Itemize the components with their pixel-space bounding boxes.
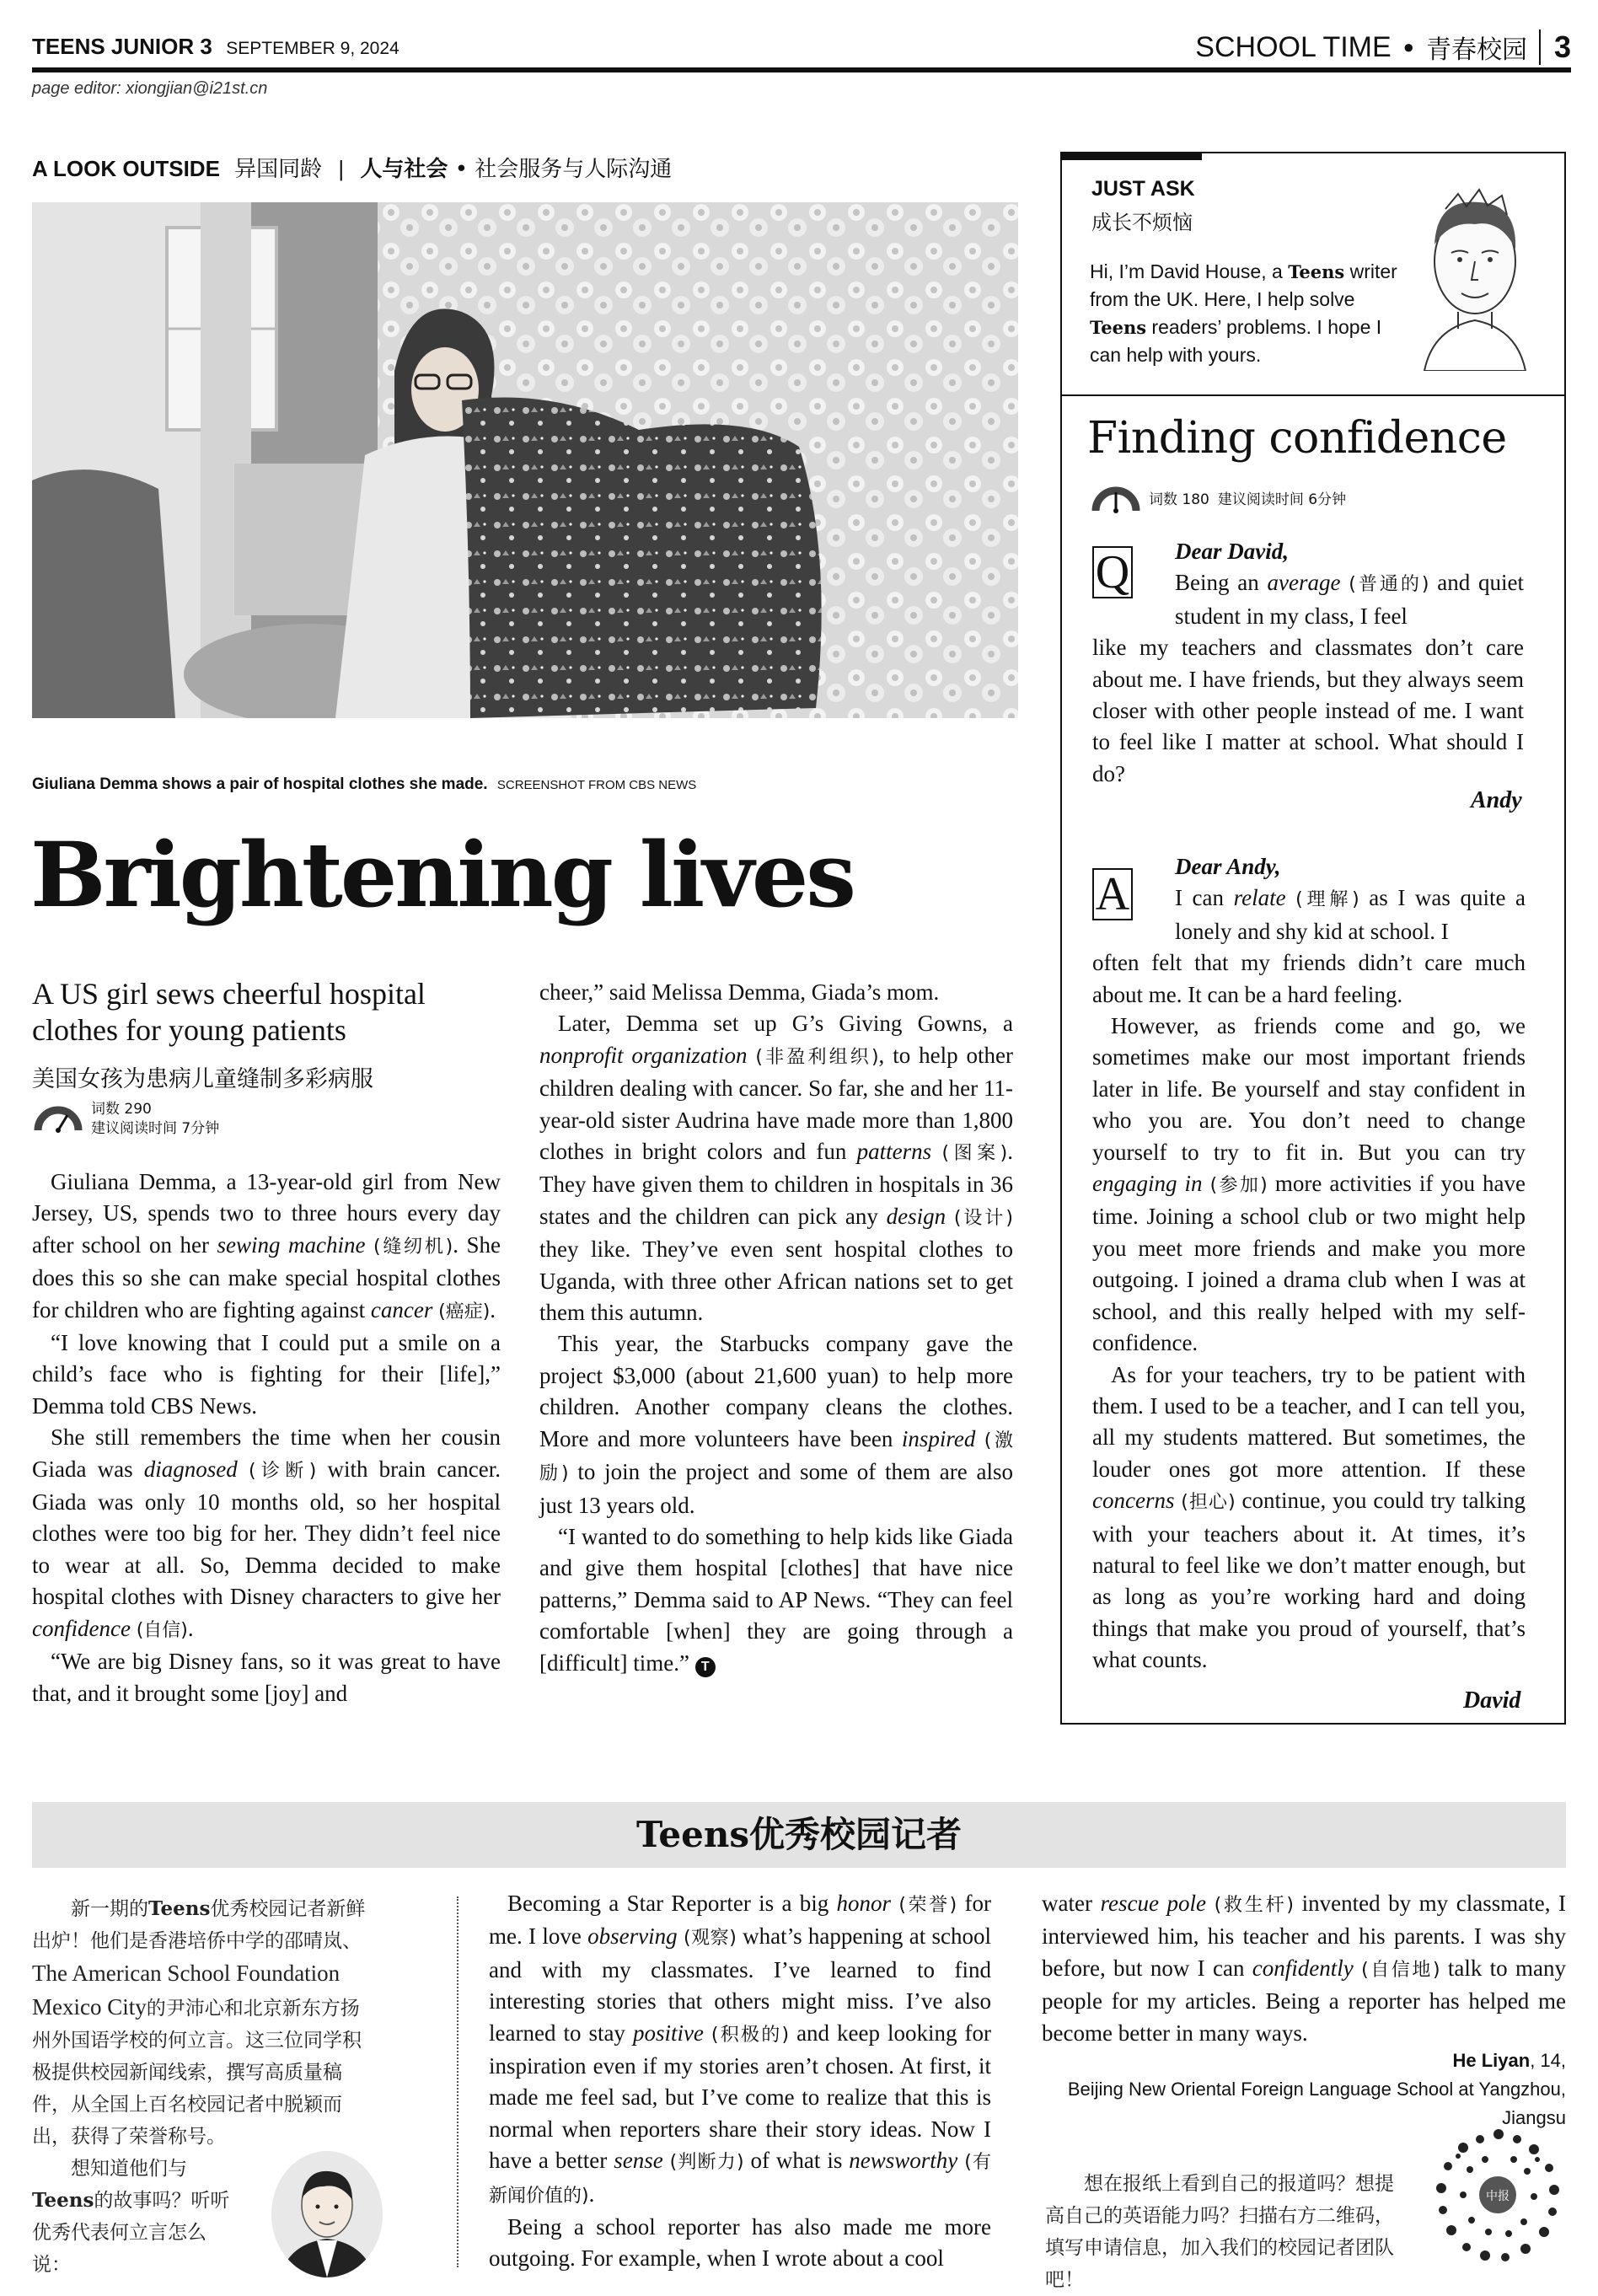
answer-letter: A bbox=[1092, 868, 1133, 920]
end-mark-icon: T bbox=[695, 1657, 716, 1677]
paragraph: often felt that my friends didn’t care much about me. It can be a hard feeling. bbox=[1092, 950, 1526, 1007]
paragraph: 新一期的Teens优秀校园记者新鲜出炉！他们是香港培侨中学的邵晴岚、The American School Foundation Mexico City的尹沛心和北京新东方扬州外国语学校的何立言。这三位同学积极提供校园新闻线索，撰写高质量稿件，从全国上百名校园记者中脱颖而出，获得了荣誉称号。 bbox=[32, 1897, 366, 2148]
bio-text: writer from the UK. Here, I help solve bbox=[1090, 260, 1397, 310]
reporter-photo bbox=[271, 2151, 383, 2277]
brand-name: Teens bbox=[1288, 261, 1345, 282]
read-time: 建议阅读时间 6分钟 bbox=[1217, 491, 1347, 508]
masthead-left bbox=[32, 34, 400, 60]
paragraph: “I wanted to do something to help kids like Giada and give them hospital [clothes] that have nice patterns,” Demma said to AP News. “They can feel comfortable [when] they are going through a [difficult] time.” T bbox=[539, 1523, 1013, 1676]
reporter-name: He Liyan bbox=[1452, 2050, 1531, 2071]
photo-caption bbox=[32, 775, 696, 794]
paragraph: Being an average (普通的) and quiet student in my class, I feel bbox=[1175, 570, 1524, 629]
reporter-school: Beijing New Oriental Foreign Language School at Yangzhou, Jiangsu bbox=[1067, 2079, 1566, 2128]
publication-name: TEENS JUNIOR 3 bbox=[32, 34, 212, 59]
reporter-age: , 14, bbox=[1530, 2050, 1566, 2071]
article-photo bbox=[32, 202, 1018, 718]
paragraph: Later, Demma set up G’s Giving Gowns, a nonprofit organization (非盈利组织), to help other children dealing with cancer. So far, she and her 11-year-old sister Audrina have made more than 1,800 clothes in bright colors and fun patterns (图案). They have given them to children in hospitals in 36 states and the children can pick any design (设计) they like. They’ve even sent hospital clothes to Uganda, with three other African nations set to get them this autumn. bbox=[539, 1011, 1014, 1326]
paragraph: 想知道他们与Teens的故事吗？听听优秀代表何立言怎么说： bbox=[32, 2158, 230, 2276]
topic-label: 人与社会 bbox=[360, 157, 448, 182]
paragraph: water rescue pole (救生杆) invented by my classmate, I interviewed him, his teacher and his parents. I was shy before, but now I can confidently (自信地) talk to many people for my articles. Being a reporter has helped me become better in many ways. bbox=[1042, 1891, 1567, 2046]
section-header bbox=[32, 152, 672, 183]
paragraph: like my teachers and classmates don’t care about me. I have friends, but they always seem closer with other people instead of me. I want to feel like I matter at school. What should I do? bbox=[1092, 635, 1524, 786]
paragraph: As for your teachers, try to be patient with them. I used to be a teacher, and I can tell you, all my students mattered. But sometimes, the louder ones got more attention. If these concerns (担心) continue, you could try talking with your teachers about it. At times, it’s natural to feel like we don’t matter enough, but as long as you’re working hard and doing things that make you proud of yourself, that’s what counts. bbox=[1092, 1361, 1526, 1673]
photo-credit: SCREENSHOT FROM CBS NEWS bbox=[496, 778, 697, 792]
paragraph: cheer,” said Melissa Demma, Giada’s mom. bbox=[539, 979, 940, 1005]
topic-sublabel: • 社会服务与人际沟通 bbox=[448, 157, 673, 182]
question-text bbox=[1092, 536, 1524, 790]
bio-text: readers’ problems. I hope I can help with yours. bbox=[1090, 316, 1382, 366]
brand-name: Teens bbox=[1090, 317, 1147, 338]
article-deck: A US girl sews cheerful hospital clothes for young patients bbox=[32, 977, 426, 1047]
paragraph: She still remembers the time when her cousin Giada was diagnosed (诊断) with brain cancer. Giada was only 10 months old, so her hospital clothes were too big for her. They didn’t feel nice to wear at all. So, Demma decided to make hospital clothes with Disney characters to give her confidence (自信). bbox=[32, 1424, 501, 1641]
paragraph: However, as friends come and go, we sometimes make our most important friends later in life. Be yourself and stay confident in who you are. You don’t need to change yourself to try to fit in. But you can try engaging in (参加) more activities if you have time. Joining a school club or two might help you meet more friends and make you more outgoing. I joined a drama club when I was at school, and this really helped with my self-confidence. bbox=[1092, 1013, 1526, 1356]
column-title-cn: 成长不烦恼 bbox=[1091, 211, 1193, 234]
paragraph: “I love knowing that I could put a smile on a child’s face who is fighting for their [life],” Demma told CBS News. bbox=[32, 1330, 501, 1419]
banner-title-cn: 优秀校园记者 bbox=[749, 1814, 963, 1855]
paragraph: Being a school reporter has also made me more outgoing. For example, when I wrote about a cool bbox=[489, 2214, 991, 2272]
promo-text: 想在报纸上看到自己的报道吗？想提高自己的英语能力吗？扫描右方二维码，填写申请信息，加入我们的校园记者团队吧！ bbox=[1045, 2173, 1394, 2291]
box-divider bbox=[1060, 394, 1566, 396]
section-separator: | bbox=[338, 156, 345, 181]
author-portrait bbox=[1399, 169, 1551, 371]
author-bio bbox=[1090, 258, 1410, 369]
greeting: Dear Andy, bbox=[1175, 854, 1281, 879]
column-divider bbox=[457, 1896, 458, 2267]
masthead-right bbox=[1195, 29, 1571, 66]
greeting: Dear David, bbox=[1175, 539, 1289, 564]
paragraph: I can relate (理解) as I was quite a lonely and shy kid at school. I bbox=[1175, 885, 1526, 944]
reporter-banner-title bbox=[32, 1802, 1566, 1868]
answer-text bbox=[1092, 851, 1526, 1676]
just-ask-tab bbox=[1060, 152, 1202, 160]
section-name-cn: 青春校园 bbox=[1425, 35, 1527, 65]
word-count: 词数 290 bbox=[91, 1101, 152, 1118]
svg-text:中报: 中报 bbox=[1486, 2190, 1510, 2203]
section-label-cn: 异国同龄 bbox=[234, 157, 323, 182]
read-time: 建议阅读时间 7分钟 bbox=[91, 1120, 220, 1137]
article-headline: Brightening lives bbox=[30, 822, 854, 927]
page-number: 3 bbox=[1539, 30, 1571, 65]
paragraph: Giuliana Demma, a 13-year-old girl from New Jersey, US, spends two to three hours every day after school on her sewing machine (缝纫机). She does this so she can make special hospital clothes for children who are fighting against cancer (癌症). bbox=[32, 1169, 501, 1322]
page-editor: page editor: xiongjian@i21st.cn bbox=[32, 79, 268, 98]
paragraph: This year, the Starbucks company gave the project $3,000 (about 21,600 yuan) to help more children. Another company cleans the clothes. More and more volunteers have been inspired (激励) to join the project and some of them are also just 13 years old. bbox=[539, 1331, 1013, 1518]
reporter-byline bbox=[1037, 2047, 1566, 2132]
bio-text: Hi, I’m David House, a bbox=[1090, 260, 1289, 282]
column-headline: Finding confidence bbox=[1087, 413, 1507, 464]
reading-meta bbox=[1091, 485, 1346, 514]
paragraph: “We are big Disney fans, so it was great to have that, and it brought some [joy] and bbox=[32, 1649, 501, 1706]
article-column-2 bbox=[539, 977, 1013, 1679]
section-label: A LOOK OUTSIDE bbox=[32, 156, 220, 181]
bullet-icon: ● bbox=[1402, 36, 1414, 57]
qr-code-icon[interactable] bbox=[1429, 2122, 1566, 2267]
question-signature: Andy bbox=[1471, 787, 1522, 813]
column-title: JUST ASK bbox=[1091, 177, 1195, 201]
reading-meta bbox=[34, 1100, 219, 1139]
word-count: 词数 180 bbox=[1149, 491, 1209, 508]
masthead-rule bbox=[32, 67, 1571, 72]
gauge-icon bbox=[34, 1105, 83, 1134]
section-name: SCHOOL TIME bbox=[1195, 30, 1392, 63]
paragraph: Becoming a Star Reporter is a big honor (荣誉) for me. I love observing (观察) what’s happening at school and with my classmates. I’ve learned to find interesting stories that others might miss. I’ve also learned to stay positive (积极的) and keep looking for inspiration even if my stories aren’t chosen. At first, it made me feel sad, but I’ve come to realize that this is normal when reporters share their story ideas. Now I have a better sense (判断力) of what is newsworthy (有新闻价值的). bbox=[489, 1891, 992, 2207]
reporter-column-1 bbox=[489, 1888, 991, 2275]
issue-date: SEPTEMBER 9, 2024 bbox=[226, 39, 400, 58]
gauge-icon bbox=[1091, 485, 1140, 514]
answer-signature: David bbox=[1463, 1687, 1521, 1714]
article-column-1 bbox=[32, 1167, 501, 1709]
question-letter: Q bbox=[1092, 546, 1133, 598]
article-deck-cn: 美国女孩为患病儿童缝制多彩病服 bbox=[32, 1066, 373, 1092]
caption-text: Giuliana Demma shows a pair of hospital clothes she made. bbox=[32, 775, 488, 793]
reporter-column-2 bbox=[1042, 1888, 1566, 2049]
banner-brand: Teens bbox=[635, 1814, 750, 1855]
